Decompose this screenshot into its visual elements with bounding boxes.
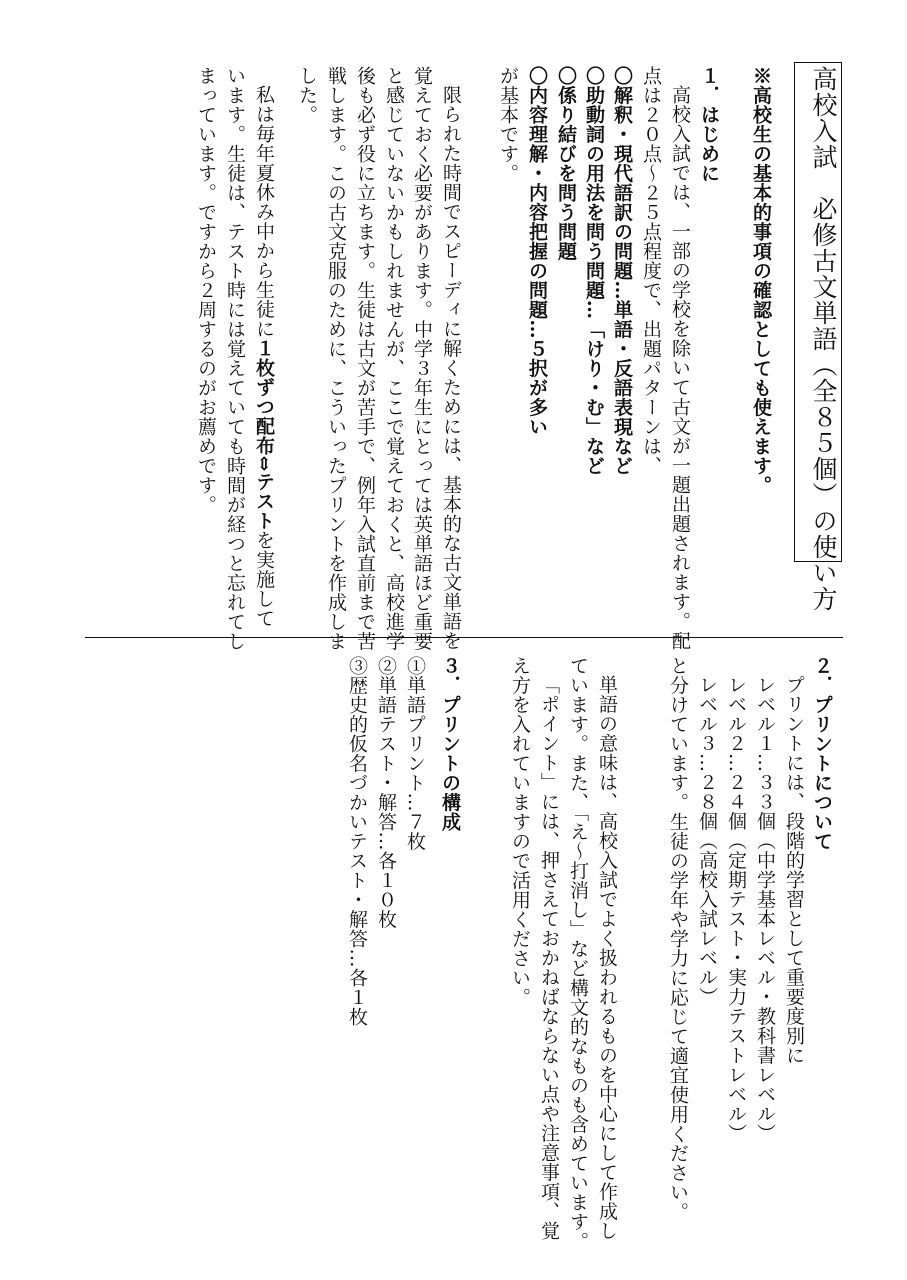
section1-p2-line1: 限られた時間でスピーディに解くためには、基本的な古文単語を <box>440 85 462 651</box>
section1-p2-line4: 後も必ず役に立ちます。生徒は古文が苦手で、例年入試直前まで苦 <box>354 66 376 651</box>
section1-pattern-1: 〇解釈・現代語訳の問題…単語・反語表現など <box>611 66 633 476</box>
section1-p3-line2: います。生徒は、テスト時には覚えていても時間が経つと忘れてし <box>224 66 246 651</box>
section2-line7: ています。また、「え〜打消し」など構文的なものも含めています。 <box>567 656 589 1251</box>
page-title: 高校入試 必修古文単語（全８５個）の使い方 <box>809 66 838 612</box>
section2-line4: レベル３…２８個（高校入試レベル） <box>696 675 718 1007</box>
p3-text-e: を実施して <box>253 530 275 628</box>
section2-line9: え方を入れていますので活用ください。 <box>509 656 531 1007</box>
section1-p1-line2: 点は２０点〜２５点程度で、出題パターンは、 <box>640 66 662 476</box>
p3-text-b: １枚ずつ配布 <box>253 338 275 456</box>
section1-p3-line1 <box>254 85 273 628</box>
p3-text-d: テスト <box>253 471 275 531</box>
section3-item-1: ①単語プリント…７枚 <box>404 656 426 851</box>
section1-p2-line6: した。 <box>296 66 318 125</box>
section1-pattern-2: 〇助動詞の用法を問う問題…「けり・む」など <box>583 66 605 476</box>
section-divider <box>85 637 843 638</box>
section1-pattern-3: 〇係り結びを問う問題 <box>555 66 577 261</box>
section1-p2-line2: 覚えておく必要があります。中学３年生にとっては英単語ほど重要 <box>411 66 433 651</box>
section1-p2-line5: 戦します。この古文克服のために、こういったプリントを作成しま <box>325 66 347 651</box>
section3-heading: ３．プリントの構成 <box>439 656 461 832</box>
section1-p1-line1: 高校入試では、一部の学校を除いて古文が一題出題されます。配 <box>669 85 691 651</box>
section2-line8: 「ポイント」には、押さえておかねばならない点や注意事項、覚 <box>538 675 560 1241</box>
section2-line2: レベル１…３３個（中学基本レベル・教科書レベル） <box>754 675 776 1143</box>
section1-p2-line3: と感じていないかもしれませんが、ここで覚えておくと、高校進学 <box>383 66 405 651</box>
p3-text-a: 私は毎年夏休み中から生徒に <box>253 85 275 339</box>
section2-heading: ２．プリントについて <box>811 656 833 851</box>
section2-line3: レベル２…２４個（定期テスト・実力テストレベル） <box>725 675 747 1143</box>
section2-line6: 単語の意味は、高校入試でよく扱われるものを中心にして作成し <box>596 675 618 1241</box>
section1-p3-line3: まっています。ですから２周するのがお薦めです。 <box>195 66 217 515</box>
section1-pattern-4: 〇内容理解・内容把握の問題…５択が多い <box>526 66 548 437</box>
section2-line5: と分けています。生徒の学年や学力に応じて適宜使用ください。 <box>667 656 689 1222</box>
section3-item-2: ②単語テスト・解答…各１０枚 <box>375 656 397 929</box>
section1-p1-end: が基本です。 <box>497 66 519 183</box>
intro-note: ※高校生の基本的事項の確認としても使えます。 <box>750 66 772 495</box>
section1-heading: １．はじめに <box>698 66 720 183</box>
section2-line1: プリントには、段階的学習として重要度別に <box>783 675 805 1065</box>
p3-arrow: ⇔ <box>253 455 275 472</box>
section3-item-3: ③歴史的仮名づかいテスト・解答…各１枚 <box>346 656 368 1027</box>
